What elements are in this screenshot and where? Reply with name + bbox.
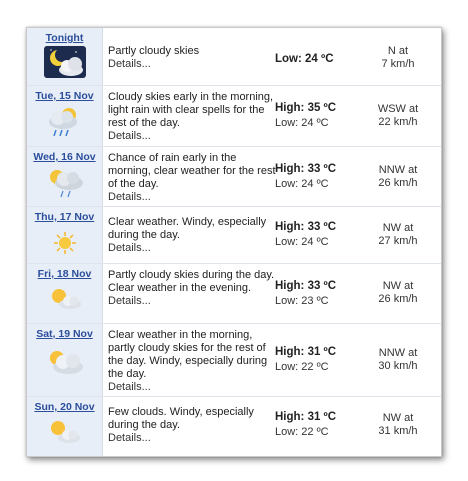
wind-speed: 26 km/h <box>378 177 418 189</box>
temperature <box>275 279 355 309</box>
forecast-row-tonight <box>27 28 441 86</box>
wind-speed: 7 km/h <box>381 58 415 70</box>
high-temperature: High: 33 ºC <box>275 221 337 233</box>
day-link[interactable]: Sun, 20 Nov <box>34 401 95 413</box>
description-text: Clear weather in the morning, partly cloudy skies for the rest of the day. Windy, especially during the day. <box>108 329 268 380</box>
description-text: Clear weather. Windy, especially during the day. <box>108 216 267 241</box>
wind <box>355 45 441 71</box>
sun-icon <box>43 226 87 260</box>
forecast-row <box>27 324 441 397</box>
low-temperature: Low: 24 ºC <box>275 178 329 190</box>
temperature <box>275 101 355 131</box>
wind-direction: NW at <box>382 412 414 424</box>
forecast-row <box>27 147 441 207</box>
description-text: Partly cloudy skies during the day. Clear weather in the evening. <box>108 269 275 294</box>
details-link[interactable]: Details... <box>108 295 151 307</box>
wind <box>355 412 441 438</box>
wind-speed: 27 km/h <box>378 235 418 247</box>
wind-direction: N at <box>387 45 409 57</box>
description <box>108 152 276 204</box>
low-temperature: Low: 24 ºC <box>275 53 334 65</box>
description <box>108 406 276 445</box>
high-temperature: High: 31 ºC <box>275 346 337 358</box>
low-temperature: Low: 24 ºC <box>275 236 329 248</box>
sun-cloud-icon <box>43 346 87 380</box>
high-temperature: High: 33 ºC <box>275 280 337 292</box>
description-text: Chance of rain early in the morning, clear weather for the rest of the day. <box>108 152 276 190</box>
description <box>108 45 276 71</box>
wind-direction: WSW at <box>377 103 419 115</box>
details-link[interactable]: Details... <box>108 432 151 444</box>
moon-cloud-icon <box>43 45 87 79</box>
wind <box>355 103 441 129</box>
rain-chance-icon <box>43 165 87 199</box>
description <box>108 329 276 394</box>
details-link[interactable]: Details... <box>108 191 151 203</box>
wind-direction: NNW at <box>378 164 418 176</box>
description-text: Cloudy skies early in the morning, light rain with clear spells for the rest of the day. <box>108 91 274 129</box>
day-link[interactable]: Sat, 19 Nov <box>36 328 93 340</box>
forecast-row <box>27 86 441 147</box>
day-link[interactable]: Tue, 15 Nov <box>35 90 94 102</box>
description <box>108 216 276 255</box>
day-link[interactable]: Thu, 17 Nov <box>34 211 95 223</box>
temperature <box>275 345 355 375</box>
wind-direction: NW at <box>382 280 414 292</box>
low-temperature: Low: 23 ºC <box>275 295 329 307</box>
details-link[interactable]: Details... <box>108 58 151 70</box>
wind <box>355 164 441 190</box>
high-temperature: High: 35 ºC <box>275 102 337 114</box>
temperature <box>275 52 355 67</box>
forecast-row <box>27 264 441 324</box>
sun-few-clouds-icon <box>43 415 87 449</box>
details-link[interactable]: Details... <box>108 242 151 254</box>
high-temperature: High: 33 ºC <box>275 163 337 175</box>
wind-direction: NW at <box>382 222 414 234</box>
day-link-tonight[interactable]: Tonight <box>45 32 84 44</box>
wind <box>355 280 441 306</box>
description-text: Partly cloudy skies <box>108 45 200 57</box>
description <box>108 269 276 308</box>
low-temperature: Low: 22 ºC <box>275 361 329 373</box>
description <box>108 91 276 143</box>
description-text: Few clouds. Windy, especially during the day. <box>108 406 254 431</box>
day-link[interactable]: Fri, 18 Nov <box>37 268 92 280</box>
day-link[interactable]: Wed, 16 Nov <box>33 151 96 163</box>
details-link[interactable]: Details... <box>108 130 151 142</box>
wind <box>355 347 441 373</box>
low-temperature: Low: 24 ºC <box>275 117 329 129</box>
wind-speed: 26 km/h <box>378 293 418 305</box>
temperature <box>275 220 355 250</box>
wind <box>355 222 441 248</box>
temperature <box>275 410 355 440</box>
details-link[interactable]: Details... <box>108 381 151 393</box>
low-temperature: Low: 22 ºC <box>275 426 329 438</box>
wind-speed: 30 km/h <box>378 360 418 372</box>
wind-speed: 31 km/h <box>378 425 418 437</box>
wind-direction: NNW at <box>378 347 418 359</box>
cloud-light-rain-icon <box>43 105 87 139</box>
wind-speed: 22 km/h <box>378 116 418 128</box>
high-temperature: High: 31 ºC <box>275 411 337 423</box>
forecast-row <box>27 397 441 456</box>
forecast-row <box>27 207 441 264</box>
temperature <box>275 162 355 192</box>
sun-small-cloud-icon <box>43 282 87 316</box>
forecast-panel <box>26 27 442 457</box>
